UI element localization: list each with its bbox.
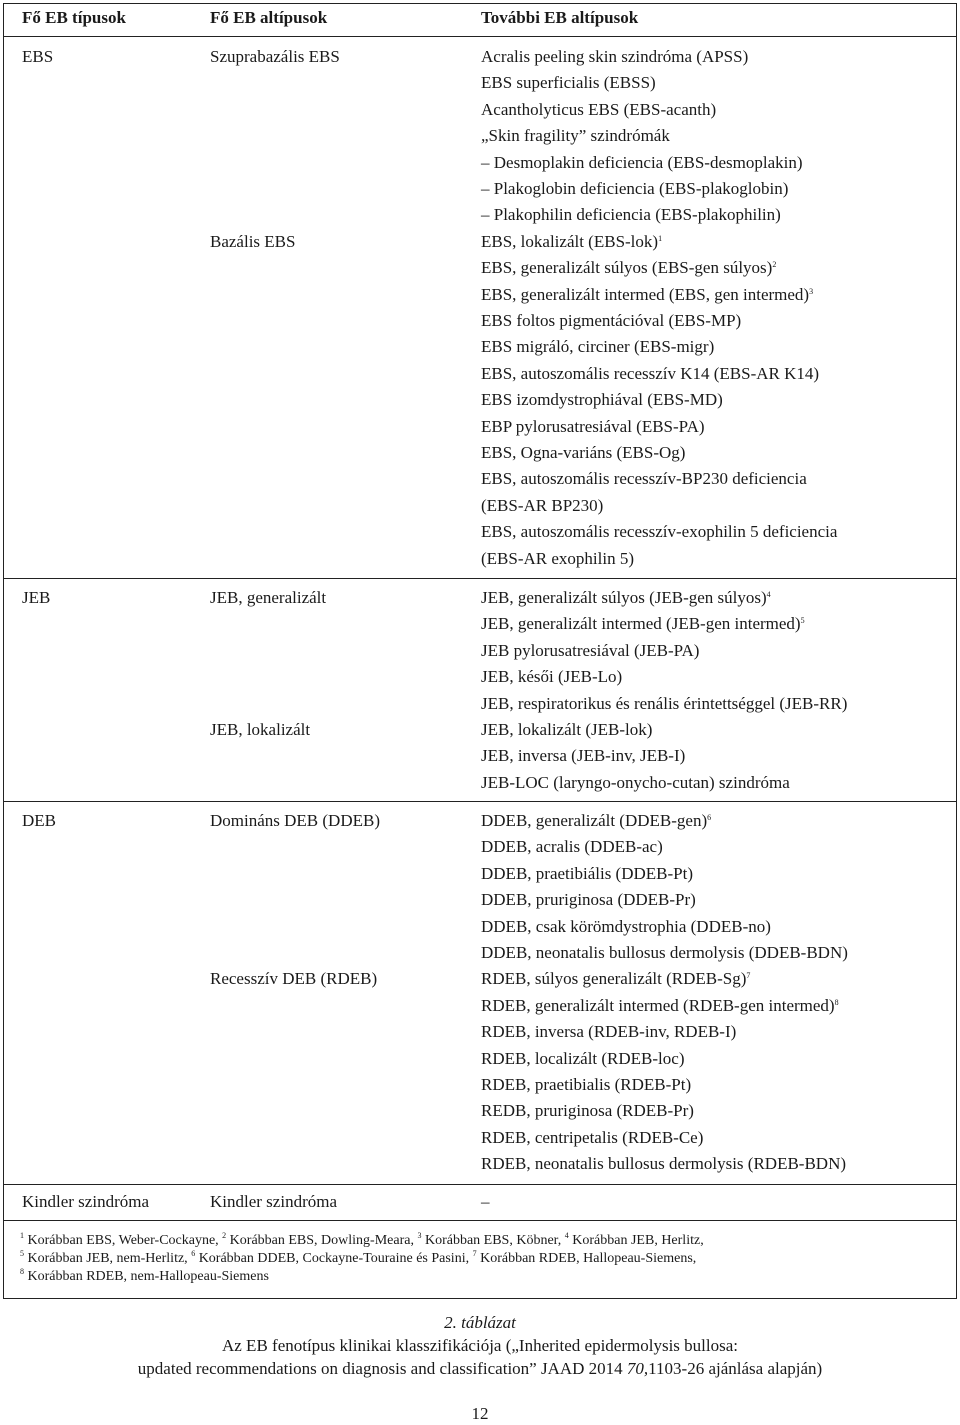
ebs-subtype-line: EBS foltos pigmentációval (EBS-MP) bbox=[481, 311, 742, 330]
footnote-marker: 6 bbox=[707, 813, 712, 822]
deb-subtype-line: RDEB, generalizált intermed (RDEB-gen intermed)$^8$ bbox=[481, 995, 839, 1015]
ebs-subtype-line: Acralis peeling skin szindróma (APSS) bbox=[481, 47, 749, 66]
ebs-subtype-line: (EBS-AR exophilin 5) bbox=[481, 548, 634, 568]
footnote-line bbox=[20, 1268, 269, 1286]
footnote-number: 5 bbox=[20, 1249, 24, 1258]
footnote-text: Korábban RDEB, nem-Hallopeau-Siemens bbox=[24, 1269, 269, 1284]
footnote-text: Korábban DDEB, Cockayne-Touraine és Pasini, bbox=[195, 1251, 473, 1266]
header-divider bbox=[3, 36, 957, 37]
table-caption-line-2: updated recommendations on diagnosis and classification” JAAD 2014 70,1103-26 ajánlása alapján) bbox=[137, 1359, 823, 1378]
ebs-subtype-line: EBS, generalizált intermed (EBS, gen intermed)$^3$ bbox=[481, 284, 814, 304]
jeb-main-type: JEB bbox=[22, 588, 51, 607]
ebs-subtype-line: EBP pylorusatresiával (EBS-PA) bbox=[481, 416, 705, 436]
jeb-subtype-line: JEB, lokalizált (JEB-lok) bbox=[481, 720, 653, 739]
footnote-number: 8 bbox=[20, 1267, 24, 1276]
deb-subtype-line: DDEB, pruriginosa (DDEB-Pr) bbox=[481, 890, 696, 910]
header-further-subtypes: További EB altípusok bbox=[481, 8, 639, 27]
deb-subtype-line: DDEB, generalizált (DDEB-gen)$^6$ bbox=[481, 811, 712, 830]
table-label: 2. táblázat bbox=[444, 1313, 516, 1332]
footnote-line bbox=[20, 1232, 704, 1250]
footnote-number: 2 bbox=[222, 1231, 227, 1240]
footnote-divider bbox=[3, 1220, 957, 1221]
footnote-number: 6 bbox=[191, 1249, 196, 1258]
ebs-subtype-line: EBS, lokalizált $(EBS-lok)^1$ bbox=[481, 231, 663, 251]
ebs-subtype-line: EBS, generalizált súlyos (EBS-gen súlyos)$^2$ bbox=[481, 258, 777, 278]
ebs-subtype-basal: Bazális EBS bbox=[210, 232, 296, 251]
jeb-subtype-line: JEB, generalizált intermed (JEB-gen intermed)$^5$ bbox=[481, 614, 805, 634]
kindler-main-type: Kindler szindróma bbox=[22, 1192, 149, 1211]
jeb-subtype-line: JEB pylorusatresiával (JEB-PA) bbox=[481, 640, 700, 660]
deb-subtype-line: DDEB, acralis (DDEB-ac) bbox=[481, 837, 663, 857]
deb-main-type: DEB bbox=[22, 811, 56, 830]
footnote-text: Korábban EBS, Köbner, bbox=[421, 1233, 565, 1248]
footnote-marker: 8 bbox=[834, 997, 839, 1007]
ebs-subtype-line: EBS migráló, circiner (EBS-migr) bbox=[481, 337, 715, 357]
page-number: 12 bbox=[471, 1404, 489, 1423]
footnote-number: 3 bbox=[417, 1231, 422, 1240]
ebs-subtype-line: Acantholyticus EBS (EBS-acanth) bbox=[481, 99, 717, 119]
footnote-marker: 2 bbox=[772, 260, 777, 270]
footnote-line bbox=[20, 1250, 696, 1268]
footnote-marker: 1 bbox=[658, 233, 663, 243]
footnote-text: Korábban JEB, nem-Herlitz, bbox=[24, 1251, 192, 1266]
deb-subtype-line: REDB, pruriginosa (RDEB-Pr) bbox=[481, 1101, 694, 1121]
footnote-number: 1 bbox=[20, 1231, 24, 1240]
jeb-subtype-line: JEB, késői (JEB-Lo) bbox=[481, 667, 623, 687]
deb-subtype-recessive: Recesszív DEB (RDEB) bbox=[210, 969, 378, 988]
footnote-marker: 3 bbox=[809, 286, 814, 296]
deb-subtype-line: DDEB, neonatalis bullosus dermolysis (DDEB-BDN) bbox=[481, 943, 848, 962]
deb-subtype-dominant: Domináns DEB (DDEB) bbox=[210, 811, 380, 830]
deb-subtype-line: DDEB, csak körömdystrophia (DDEB-no) bbox=[481, 916, 771, 936]
jeb-subtype-localized: JEB, lokalizált bbox=[210, 720, 311, 739]
ebs-subtype-line: „Skin fragility” szindrómák bbox=[481, 126, 670, 146]
footnote-marker: 4 bbox=[766, 590, 771, 599]
deb-subtype-line: RDEB, centripetalis (RDEB-Ce) bbox=[481, 1127, 704, 1147]
table-frame bbox=[3, 3, 957, 1299]
jeb-subtype-line: JEB-LOC (laryngo-onycho-cutan) szindróma bbox=[481, 772, 790, 792]
kindler-subtype: Kindler szindróma bbox=[210, 1192, 337, 1211]
ebs-subtype-line: – Plakoglobin deficiencia (EBS-plakoglobin) bbox=[481, 179, 789, 198]
kindler-further-subtype: – bbox=[481, 1192, 490, 1211]
header-main-types: Fő EB típusok bbox=[22, 8, 126, 27]
jeb-subtype-line: JEB, inversa (JEB-inv, JEB-I) bbox=[481, 746, 686, 766]
ebs-subtype-line: EBS, autoszomális recesszív-exophilin 5 deficiencia bbox=[481, 522, 838, 542]
footnote-text: Korábban JEB, Herlitz, bbox=[568, 1233, 704, 1248]
row-divider-ebs-jeb bbox=[3, 578, 957, 579]
jeb-subtype-generalized: JEB, generalizált bbox=[210, 588, 327, 607]
deb-subtype-line: RDEB, súlyos generalizált (RDEB-Sg)$^7$ bbox=[481, 969, 751, 989]
ebs-subtype-line: (EBS-AR BP230) bbox=[481, 495, 604, 515]
footnote-text: Korábban EBS, Dowling-Meara, bbox=[226, 1233, 418, 1248]
ebs-subtype-line: – Plakophilin deficiencia (EBS-plakophilin) bbox=[481, 205, 781, 225]
jeb-subtype-line: JEB, respiratorikus és renális érintettséggel (JEB-RR) bbox=[481, 693, 848, 713]
ebs-subtype-line: EBS, autoszomális recesszív K14 (EBS-AR K14) bbox=[481, 363, 820, 383]
ebs-subtype-line: EBS, autoszomális recesszív-BP230 deficiencia bbox=[481, 469, 807, 489]
table-caption-line-1: Az EB fenotípus klinikai klasszifikációja („Inherited epidermolysis bullosa: bbox=[221, 1336, 738, 1355]
deb-subtype-line: RDEB, praetibialis (RDEB-Pt) bbox=[481, 1075, 692, 1094]
row-divider-deb-kindler bbox=[3, 1184, 957, 1185]
footnote-text: Korábban EBS, Weber-Cockayne, bbox=[24, 1233, 223, 1248]
ebs-subtype-suprabasal: Szuprabazális EBS bbox=[210, 47, 340, 66]
row-divider-jeb-deb bbox=[3, 801, 957, 802]
footnote-text: Korábban RDEB, Hallopeau-Siemens, bbox=[476, 1251, 697, 1266]
deb-subtype-line: RDEB, neonatalis bullosus dermolysis (RDEB-BDN) bbox=[481, 1154, 847, 1174]
footnote-number: 7 bbox=[472, 1249, 477, 1258]
ebs-subtype-line: EBS izomdystrophiával (EBS-MD) bbox=[481, 390, 723, 410]
deb-subtype-line: RDEB, localizált (RDEB-loc) bbox=[481, 1048, 685, 1068]
ebs-subtype-line: EBS superficialis (EBSS) bbox=[481, 73, 656, 93]
footnote-marker: 5 bbox=[800, 616, 805, 626]
ebs-main-type: EBS bbox=[22, 47, 54, 66]
deb-subtype-line: RDEB, inversa (RDEB-inv, RDEB-I) bbox=[481, 1022, 737, 1042]
header-main-subtypes: Fő EB altípusok bbox=[210, 8, 328, 27]
deb-subtype-line: DDEB, praetibiális (DDEB-Pt) bbox=[481, 863, 693, 883]
footnote-marker: 7 bbox=[746, 971, 751, 981]
ebs-subtype-line: – Desmoplakin deficiencia (EBS-desmoplakin) bbox=[481, 152, 803, 172]
ebs-subtype-line: EBS, Ogna-variáns (EBS-Og) bbox=[481, 443, 686, 462]
footnote-number: 4 bbox=[564, 1231, 569, 1240]
jeb-subtype-line: JEB, generalizált súlyos (JEB-gen súlyos)$^4$ bbox=[481, 588, 771, 607]
